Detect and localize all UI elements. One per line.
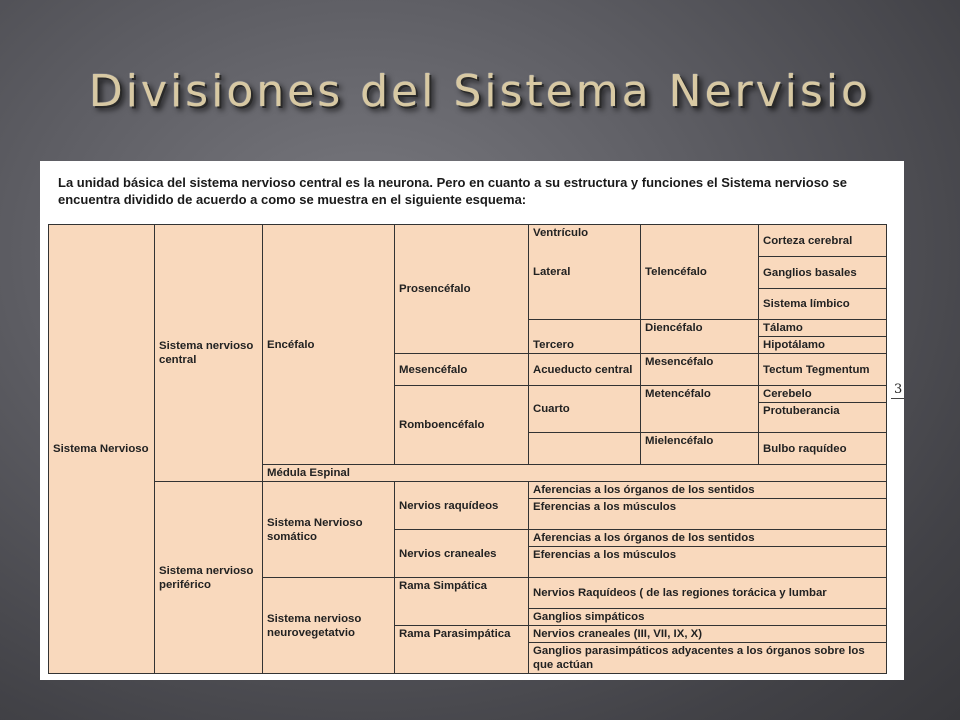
cell-empty <box>529 433 641 465</box>
lateral-label: Lateral <box>533 266 571 278</box>
intro-paragraph: La unidad básica del sistema nervioso central es la neurona. Pero en cuanto a su estructura y funciones el Sistema nervioso se encuentra dividido de acuerdo a como se muestra en el siguiente esquema: <box>58 175 847 207</box>
cell-prosencefalo: Prosencéfalo <box>395 225 529 354</box>
cell-snp: Sistema nervioso periférico <box>155 482 263 674</box>
cell-telencefalo: Telencéfalo <box>641 225 759 320</box>
cell-mesencefalo: Mesencéfalo <box>395 354 529 386</box>
cell-eferencias-1: Eferencias a los músculos <box>529 499 887 530</box>
cell-mesencefalo-2: Mesencéfalo <box>641 354 759 386</box>
cell-aferencias-1: Aferencias a los órganos de los sentidos <box>529 482 887 499</box>
cell-ganglios-simpaticos: Ganglios simpáticos <box>529 609 887 626</box>
cell-hipotalamo: Hipotálamo <box>759 337 887 354</box>
cell-encefalo: Encéfalo <box>263 225 395 465</box>
cell-sistema-limbico: Sistema límbico <box>759 289 887 320</box>
cell-acueducto: Acueducto central <box>529 354 641 386</box>
ventriculo-label: Ventrículo <box>533 227 589 239</box>
cell-diencefalo: Diencéfalo <box>641 320 759 354</box>
cell-protuberancia: Protuberancia <box>759 403 887 433</box>
cell-rama-simpatica: Rama Simpática <box>395 578 529 626</box>
page-number-fragment: 3 <box>894 382 903 397</box>
cell-aferencias-2: Aferencias a los órganos de los sentidos <box>529 530 887 547</box>
cell-tectum: Tectum Tegmentum <box>759 354 887 386</box>
cell-medula: Médula Espinal <box>263 465 887 482</box>
slide-content <box>40 161 904 680</box>
cell-nervios-raquideos: Nervios raquídeos <box>395 482 529 530</box>
cell-romboencefalo: Romboencéfalo <box>395 386 529 465</box>
cell-bulbo: Bulbo raquídeo <box>759 433 887 465</box>
fragment-underline <box>891 398 904 399</box>
cell-rama-parasimpatica: Rama Parasimpática <box>395 626 529 674</box>
cell-nervios-raquideos-toracica: Nervios Raquídeos ( de las regiones torácica y lumbar <box>529 578 887 609</box>
cell-talamo: Tálamo <box>759 320 887 337</box>
cell-metencefalo: Metencéfalo <box>641 386 759 433</box>
cell-ganglios-parasimpaticos: Ganglios parasimpáticos adyacentes a los órganos sobre los que actúan <box>529 643 887 674</box>
cell-sistema-nervioso: Sistema Nervioso <box>49 225 155 674</box>
cell-tercero: Tercero <box>529 320 641 354</box>
cell-sn-neurovegetativo: Sistema nervioso neurovegetatvio <box>263 578 395 674</box>
cell-nervios-craneales-lista: Nervios craneales (III, VII, IX, X) <box>529 626 887 643</box>
cell-snc: Sistema nervioso central <box>155 225 263 482</box>
nervous-system-table <box>48 224 887 674</box>
cell-ganglios-basales: Ganglios basales <box>759 257 887 289</box>
slide-title: Divisiones del Sistema Nervisio <box>88 66 872 117</box>
cell-corteza: Corteza cerebral <box>759 225 887 257</box>
cell-nervios-craneales: Nervios craneales <box>395 530 529 578</box>
cell-eferencias-2: Eferencias a los músculos <box>529 547 887 578</box>
cell-cerebelo: Cerebelo <box>759 386 887 403</box>
cell-sn-somatico: Sistema Nervioso somático <box>263 482 395 578</box>
cell-cuarto: Cuarto <box>529 386 641 433</box>
cell-ventriculo-lateral <box>529 225 641 320</box>
cell-mielencefalo: Mielencéfalo <box>641 433 759 465</box>
